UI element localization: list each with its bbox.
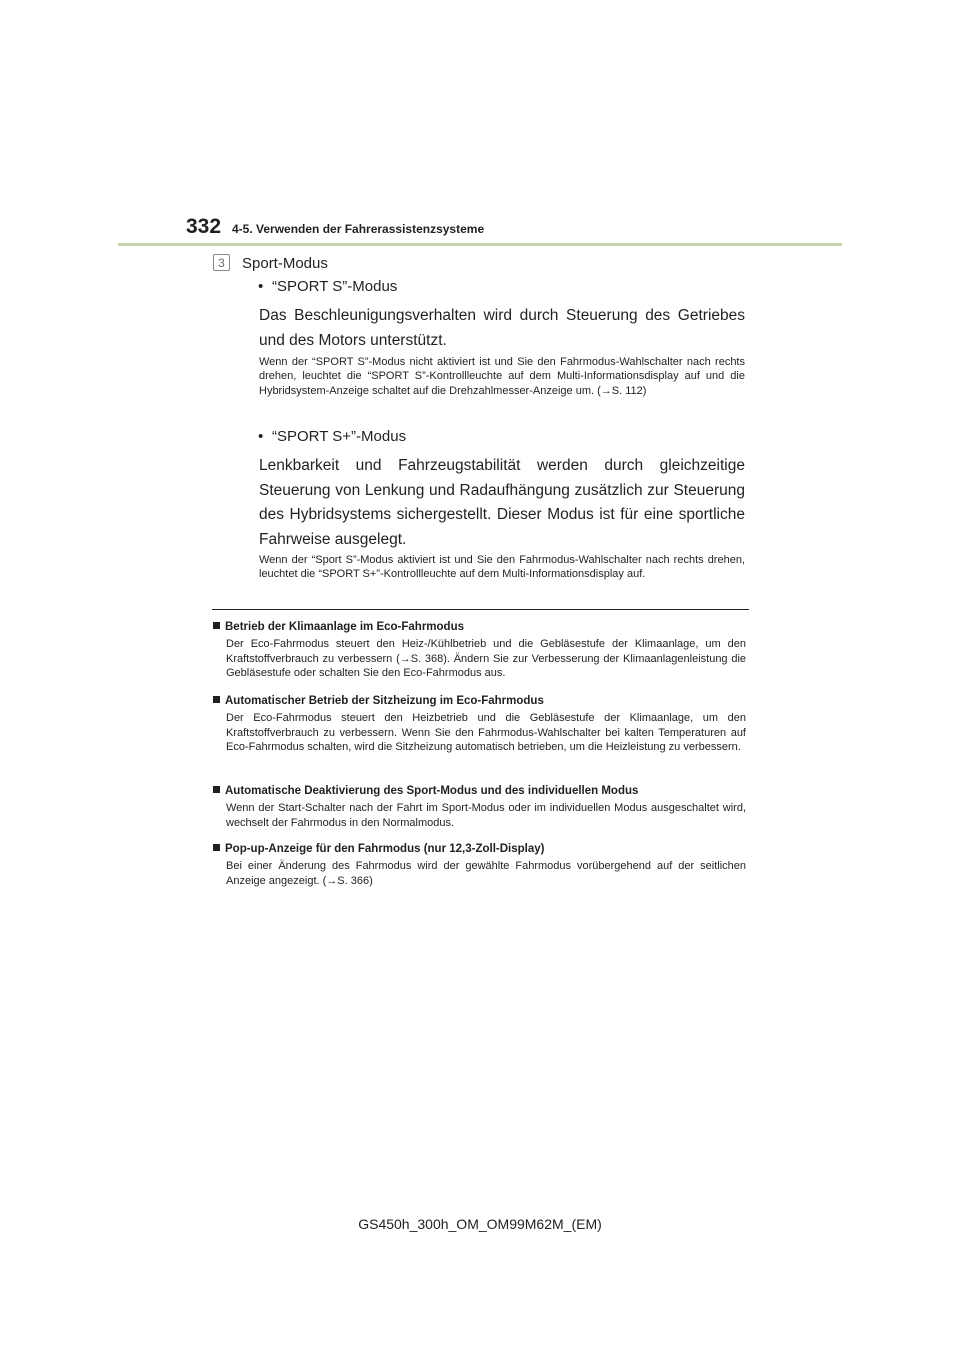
step-number-badge: 3: [213, 254, 230, 271]
info-text: Der Eco-Fahrmodus steuert den Heizbetrieb und die Gebläsestufe der Klimaanlage, um den Kraftstoffverbrauch zu verbessern. Wenn Sie den Fahrmodus-Wahlschalter bei kalten Temperaturen auf Eco-Fahrmodus schalten, wird die Sitzheizung automatisch betrieben, um die Heizleistung zu verbessern.: [226, 712, 746, 754]
info-text: Bei einer Änderung des Fahrmodus wird der gewählte Fahrmodus vorübergehend auf der seitlichen Anzeige angezeigt. (→S. 366): [226, 860, 746, 887]
square-bullet-icon: [213, 696, 220, 703]
bullet-icon: •: [258, 428, 264, 445]
info-block-popup-display: [213, 842, 746, 888]
sport-s-note: Wenn der “SPORT S”-Modus nicht aktiviert ist und Sie den Fahrmodus-Wahlschalter nach rechts drehen, leuchtet die “SPORT S”-Kontrollleuchte auf dem Multi-Informationsdisplay auf und die Hybridsystem-Anzeige schaltet auf die Drehzahlmesser-Anzeige um. (→S. 112): [259, 356, 745, 397]
info-heading: Automatische Deaktivierung des Sport-Modus und des individuellen Modus: [213, 784, 746, 799]
header-rule: [118, 243, 842, 246]
info-text: Der Eco-Fahrmodus steuert den Heiz-/Kühlbetrieb und die Gebläsestufe der Klimaanlage, um den Kraftstoffverbrauch zu verbessern (→S. 368). Ändern Sie zur Verbesserung der Klimaanlagenleistung die Gebläsestufe oder schalten Sie den Eco-Fahrmodus aus.: [226, 638, 746, 680]
sport-s-plus-title: [258, 428, 406, 445]
info-heading: Pop-up-Anzeige für den Fahrmodus (nur 12,3-Zoll-Display): [213, 842, 746, 857]
info-heading: Betrieb der Klimaanlage im Eco-Fahrmodus: [213, 620, 746, 635]
sport-s-plus-note: Wenn der “Sport S”-Modus aktiviert ist und Sie den Fahrmodus-Wahlschalter nach rechts drehen, leuchtet die “SPORT S+”-Kontrollleuchte auf dem Multi-Informationsdisplay auf.: [259, 554, 745, 581]
info-text: Wenn der Start-Schalter nach der Fahrt im Sport-Modus oder im individuellen Modus ausgeschaltet wird, wechselt der Fahrmodus in den Normalmodus.: [226, 802, 746, 829]
sport-s-title-text: “SPORT S”-Modus: [272, 278, 398, 295]
square-bullet-icon: [213, 844, 220, 851]
sport-s-plus-title-text: “SPORT S+”-Modus: [272, 428, 407, 445]
bullet-icon: •: [258, 278, 264, 295]
info-block-seat-heating: [213, 694, 746, 755]
sport-s-plus-text: Lenkbarkeit und Fahrzeugstabilität werden durch gleichzeitige Steuerung von Lenkung und Radaufhängung zusätzlich zur Steuerung des Hybridsystems sichergestellt. Dieser Modus ist für eine sportliche Fahrweise ausgelegt.: [259, 457, 745, 548]
footer-code: GS450h_300h_OM_OM99M62M_(EM): [358, 1216, 602, 1232]
section-title: 4-5. Verwenden der Fahrerassistenzsysteme: [232, 222, 485, 236]
page-number: 332: [186, 215, 222, 238]
square-bullet-icon: [213, 786, 220, 793]
info-block-eco-climate: [213, 620, 746, 681]
sport-s-title: [258, 278, 397, 295]
step-title: Sport-Modus: [242, 255, 328, 272]
info-block-sport-deactivation: [213, 784, 746, 830]
section-divider: [212, 609, 749, 610]
info-heading: Automatischer Betrieb der Sitzheizung im Eco-Fahrmodus: [213, 694, 746, 709]
square-bullet-icon: [213, 622, 220, 629]
sport-s-text: Das Beschleunigungsverhalten wird durch Steuerung des Getriebes und des Motors unterstützt.: [259, 307, 745, 349]
